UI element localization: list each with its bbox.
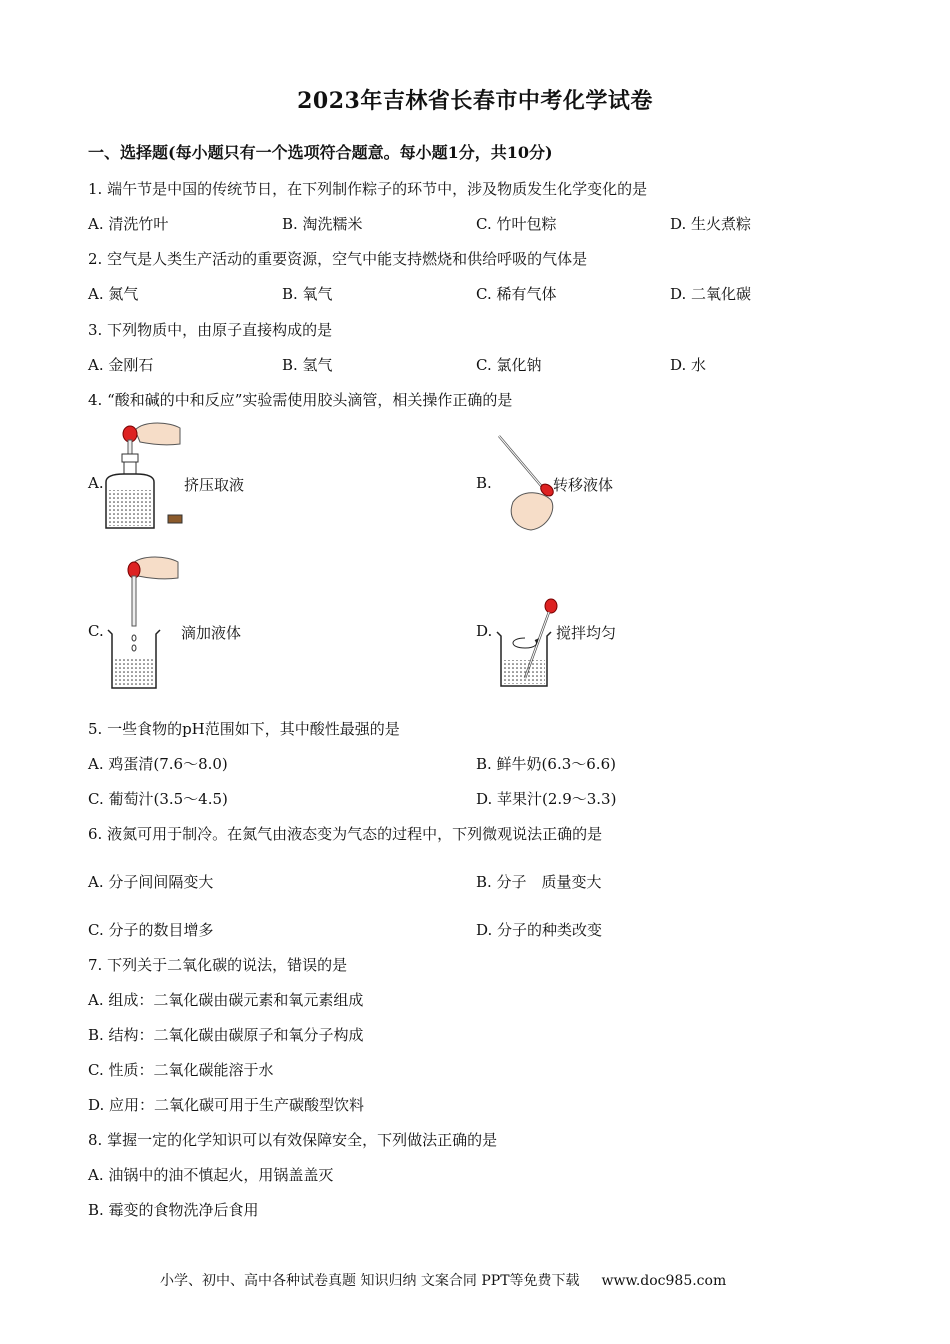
page-footer xyxy=(160,1270,726,1290)
q6-option-a: A. 分子间间隔变大 xyxy=(88,873,214,891)
q8-option-b: B. 霉变的食物洗净后食用 xyxy=(88,1201,259,1219)
question-8-stem: 8. 掌握一定的化学知识可以有效保障安全，下列做法正确的是 xyxy=(88,1131,498,1149)
q8-option-a: A. 油锅中的油不慎起火，用锅盖盖灭 xyxy=(88,1166,334,1184)
question-5-stem: 5. 一些食物的pH范围如下，其中酸性最强的是 xyxy=(88,720,400,738)
question-6-stem: 6. 液氮可用于制冷。在氮气由液态变为气态的过程中，下列微观说法正确的是 xyxy=(88,825,603,843)
dropper-bottle-figure xyxy=(100,420,190,532)
q1-option-d: D. 生火煮粽 xyxy=(670,215,752,233)
q3-option-b: B. 氢气 xyxy=(282,356,333,374)
q3-option-d: D. 水 xyxy=(670,356,707,374)
q4-option-d-caption: 搅拌均匀 xyxy=(556,624,617,642)
q2-option-d: D. 二氧化碳 xyxy=(670,285,752,303)
q1-option-c: C. 竹叶包粽 xyxy=(476,215,557,233)
q6-option-c: C. 分子的数目增多 xyxy=(88,921,214,939)
q4-option-b-letter: B. xyxy=(476,474,492,492)
question-4-stem: 4. “酸和碱的中和反应”实验需使用胶头滴管，相关操作正确的是 xyxy=(88,391,513,409)
q1-option-a: A. 清洗竹叶 xyxy=(88,215,169,233)
q7-option-a: A. 组成：二氧化碳由碳元素和氧元素组成 xyxy=(88,991,364,1009)
q7-option-c: C. 性质：二氧化碳能溶于水 xyxy=(88,1061,274,1079)
question-7-stem: 7. 下列关于二氧化碳的说法，错误的是 xyxy=(88,956,348,974)
q2-option-c: C. 稀有气体 xyxy=(476,285,557,303)
stirring-beaker-figure xyxy=(495,598,565,690)
q4-option-a-letter: A. xyxy=(88,474,104,492)
q2-option-b: B. 氧气 xyxy=(282,285,333,303)
q4-option-c-caption: 滴加液体 xyxy=(181,624,242,642)
q1-option-b: B. 淘洗糯米 xyxy=(282,215,363,233)
q5-option-c: C. 葡萄汁(3.5～4.5) xyxy=(88,790,228,808)
page-title: 2023年吉林省长春市中考化学试卷 xyxy=(297,88,653,114)
q6-option-d: D. 分子的种类改变 xyxy=(476,921,603,939)
section-heading: 一、选择题(每小题只有一个选项符合题意。每小题1分，共10分) xyxy=(88,143,553,162)
q7-option-b: B. 结构：二氧化碳由碳原子和氧分子构成 xyxy=(88,1026,364,1044)
q5-option-a: A. 鸡蛋清(7.6～8.0) xyxy=(88,755,228,773)
q3-option-c: C. 氯化钠 xyxy=(476,356,542,374)
q3-option-a: A. 金刚石 xyxy=(88,356,154,374)
footer-text: 小学、初中、高中各种试卷真题 知识归纳 文案合同 PPT等免费下载 xyxy=(160,1273,580,1289)
q4-option-c-letter: C. xyxy=(88,622,104,640)
q5-option-b: B. 鲜牛奶(6.3～6.6) xyxy=(476,755,616,773)
dropping-beaker-figure xyxy=(106,554,186,690)
question-2-stem: 2. 空气是人类生产活动的重要资源，空气中能支持燃烧和供给呼吸的气体是 xyxy=(88,250,588,268)
q6-option-b: B. 分子 质量变大 xyxy=(476,873,602,891)
q4-option-a-caption: 挤压取液 xyxy=(184,476,245,494)
question-3-stem: 3. 下列物质中，由原子直接构成的是 xyxy=(88,321,333,339)
q5-option-d: D. 苹果汁(2.9～3.3) xyxy=(476,790,617,808)
q7-option-d: D. 应用：二氧化碳可用于生产碳酸型饮料 xyxy=(88,1096,365,1114)
footer-url[interactable]: www.doc985.com xyxy=(601,1273,727,1289)
q2-option-a: A. 氮气 xyxy=(88,285,139,303)
q4-option-d-letter: D. xyxy=(476,622,493,640)
q4-option-b-caption: 转移液体 xyxy=(553,476,614,494)
question-1-stem: 1. 端午节是中国的传统节日，在下列制作粽子的环节中，涉及物质发生化学变化的是 xyxy=(88,180,648,198)
